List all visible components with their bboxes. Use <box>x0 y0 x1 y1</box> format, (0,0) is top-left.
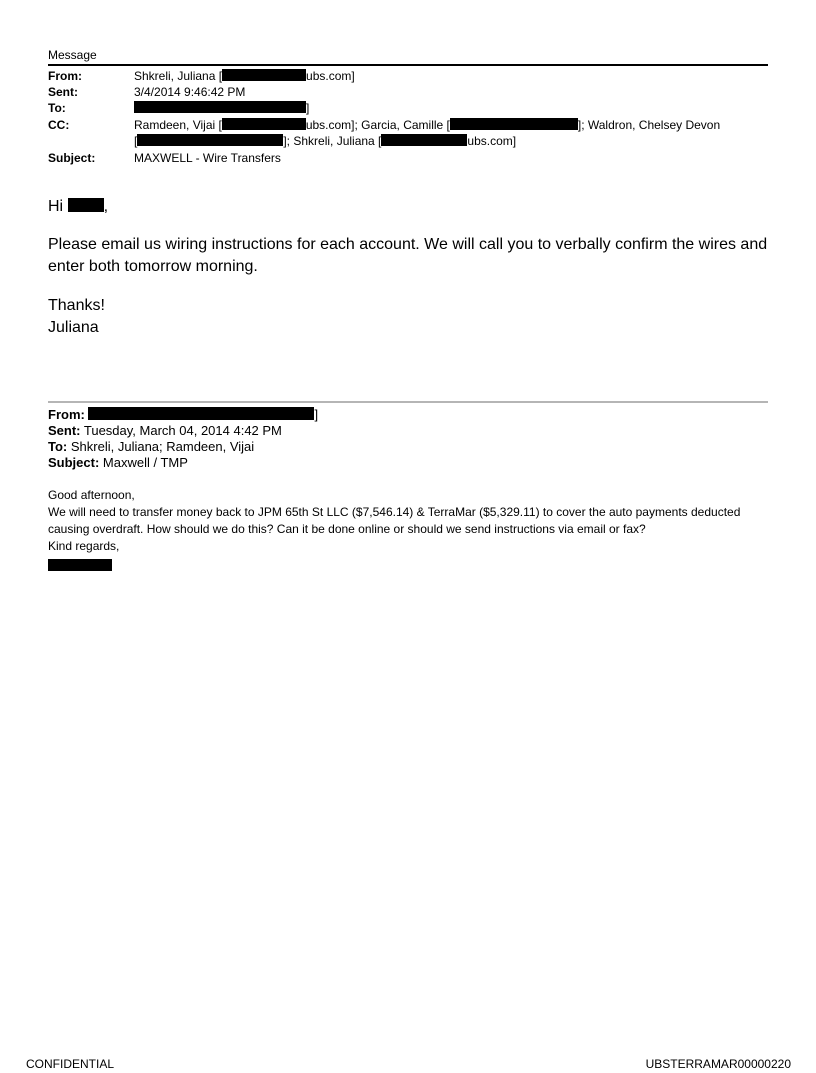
from-label: From: <box>48 69 82 83</box>
quoted-divider <box>48 401 768 403</box>
quoted-paragraph: We will need to transfer money back to JPM 65th St LLC ($7,546.14) & TerraMar ($5,329.11) to cover the auto payments deducted causing overdraft. How should we do this? Can it be done online or should we send instructions via email or fax? <box>48 505 741 536</box>
greeting-line <box>48 196 773 218</box>
cc-line2-mid: ]; Shkreli, Juliana [ <box>283 134 382 148</box>
quoted-to-label: To: <box>48 439 68 454</box>
quoted-to-value: Shkreli, Juliana; Ramdeen, Vijai <box>70 439 255 454</box>
cc-label: CC: <box>48 118 70 132</box>
sent-value: 3/4/2014 9:46:42 PM <box>134 85 246 99</box>
greeting: Hi <box>48 198 64 215</box>
redaction-box <box>48 559 112 571</box>
header-divider <box>48 64 768 66</box>
redaction-box <box>88 407 314 420</box>
quoted-from-row <box>48 407 318 423</box>
to-label: To: <box>48 101 66 115</box>
quoted-subject-row <box>48 455 188 471</box>
quoted-sent-label: Sent: <box>48 423 81 438</box>
cc-value-line-2 <box>134 133 516 149</box>
subject-label: Subject: <box>48 151 96 165</box>
cc-part-3: ]; Waldron, Chelsey Devon <box>577 118 721 132</box>
message-label: Message <box>48 48 97 62</box>
redaction-box <box>222 118 306 130</box>
cc-part-1: Ramdeen, Vijai [ <box>134 118 222 132</box>
quoted-subject-value: Maxwell / TMP <box>102 455 188 470</box>
cc-line2-start: [ <box>134 134 138 148</box>
from-name: Shkreli, Juliana [ <box>134 69 223 83</box>
quoted-greeting: Good afternoon, <box>48 488 135 502</box>
to-value <box>134 100 309 116</box>
redaction-box <box>450 118 578 130</box>
redaction-box <box>134 101 306 113</box>
greeting-end: , <box>103 198 109 215</box>
from-domain: ubs.com] <box>306 69 355 83</box>
to-value-end: ] <box>306 101 310 115</box>
sent-label: Sent: <box>48 85 78 99</box>
redaction-box <box>137 134 283 146</box>
quoted-closing: Kind regards, <box>48 539 120 553</box>
quoted-from-end: ] <box>314 407 319 422</box>
cc-value <box>134 117 720 133</box>
body-paragraph: Please email us wiring instructions for each account. We will call you to verbally confirm the wires and enter both tomorrow morning. <box>48 236 768 275</box>
subject-value: MAXWELL - Wire Transfers <box>134 151 281 165</box>
redaction-box <box>68 198 104 212</box>
signature: Juliana <box>48 319 99 336</box>
footer-confidential: CONFIDENTIAL <box>26 1057 115 1071</box>
cc-part-2: ubs.com]; Garcia, Camille [ <box>305 118 450 132</box>
quoted-sent-row <box>48 423 282 439</box>
from-value <box>134 68 355 84</box>
closing: Thanks! <box>48 297 105 314</box>
quoted-to-row <box>48 439 254 455</box>
redaction-box <box>222 69 306 81</box>
quoted-from-label: From: <box>48 407 85 422</box>
redaction-box <box>381 134 467 146</box>
footer-bates-number: UBSTERRAMAR00000220 <box>645 1057 791 1071</box>
cc-line2-end: ubs.com] <box>467 134 517 148</box>
quoted-subject-label: Subject: <box>48 455 100 470</box>
quoted-sent-value: Tuesday, March 04, 2014 4:42 PM <box>83 423 282 438</box>
